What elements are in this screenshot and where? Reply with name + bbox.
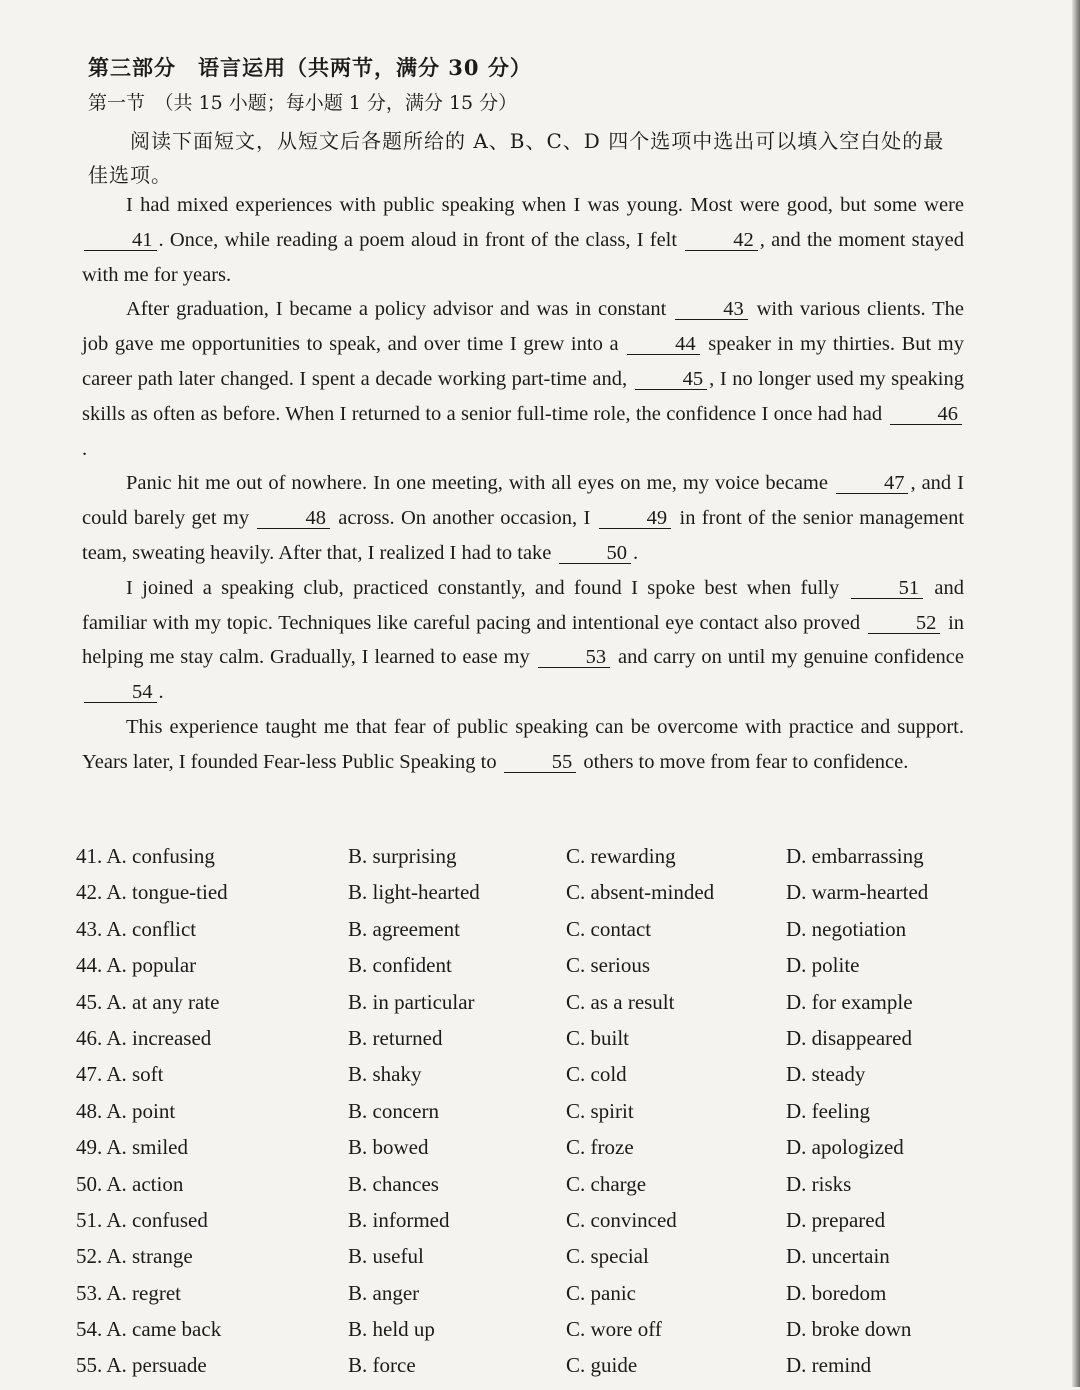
option-a: 50. A. action xyxy=(76,1171,184,1196)
part-title: 第三部分 语言运用（共两节，满分 30 分） xyxy=(88,55,532,80)
option-d: D. apologized xyxy=(786,1135,904,1160)
paragraph-2 xyxy=(82,292,964,466)
option-b: B. force xyxy=(348,1353,416,1378)
blank-44: 44 xyxy=(627,334,700,355)
blank-52: 52 xyxy=(868,613,941,634)
passage-text: and familiar with my topic. Techniques like careful pacing and intentional eye contact also proved xyxy=(82,576,965,634)
section-title: 第一节 （共 15 小题；每小题 1 分，满分 15 分） xyxy=(88,92,518,114)
option-d: D. polite xyxy=(786,953,860,978)
passage-text: , I no longer used my speaking skills as often as before. When I returned to a senior full-time role, the confidence I once had had xyxy=(82,367,964,425)
option-a: 53. A. regret xyxy=(76,1280,181,1305)
blank-53: 53 xyxy=(538,647,611,668)
option-d: D. embarrassing xyxy=(786,844,924,868)
answer-options xyxy=(76,844,976,1390)
blank-48: 48 xyxy=(257,508,330,529)
passage-text: with various clients. The job gave me opportunities to speak, and over time I grew into a xyxy=(82,298,965,356)
passage-text: , and the moment stayed with me for years. xyxy=(82,228,964,286)
option-row-53 xyxy=(76,1281,976,1317)
option-a: 41. A. confusing xyxy=(76,844,215,868)
option-row-41 xyxy=(76,844,976,880)
option-c: C. absent-minded xyxy=(566,880,715,905)
blank-54: 54 xyxy=(84,682,157,703)
paragraph-4 xyxy=(82,571,964,710)
option-d: D. feeling xyxy=(786,1098,870,1123)
option-a: 52. A. strange xyxy=(76,1244,193,1269)
blank-45: 45 xyxy=(635,369,708,390)
option-b: B. light-hearted xyxy=(348,880,480,905)
option-row-52 xyxy=(76,1244,976,1280)
option-b: B. agreement xyxy=(348,916,460,941)
option-row-49 xyxy=(76,1135,976,1171)
option-row-54 xyxy=(76,1317,976,1353)
option-d: D. negotiation xyxy=(786,916,907,941)
option-a: 42. A. tongue-tied xyxy=(76,880,228,905)
option-c: C. rewarding xyxy=(566,844,676,868)
option-a: 43. A. conflict xyxy=(76,916,197,941)
option-row-45 xyxy=(76,990,976,1026)
passage-text: I joined a speaking club, practiced constantly, and found I spoke best when fully xyxy=(126,576,840,599)
option-a: 45. A. at any rate xyxy=(76,989,220,1014)
option-b: B. held up xyxy=(348,1317,435,1342)
option-c: C. as a result xyxy=(566,989,675,1014)
option-d: D. warm-hearted xyxy=(786,880,929,905)
option-d: D. broke down xyxy=(786,1317,912,1342)
option-b: B. in particular xyxy=(348,989,475,1014)
blank-46: 46 xyxy=(890,404,963,425)
option-a: 54. A. came back xyxy=(76,1317,222,1342)
option-d: D. risks xyxy=(786,1171,852,1196)
blank-47: 47 xyxy=(836,473,909,494)
option-a: 47. A. soft xyxy=(76,1062,164,1087)
blank-49: 49 xyxy=(599,508,672,529)
page-edge-shadow xyxy=(1072,0,1080,1387)
option-a: 51. A. confused xyxy=(76,1207,208,1232)
option-c: C. special xyxy=(566,1244,649,1269)
blank-42: 42 xyxy=(685,230,758,251)
option-c: C. serious xyxy=(566,953,650,978)
blank-55: 55 xyxy=(504,752,577,773)
paragraph-3 xyxy=(82,466,964,570)
paragraph-1 xyxy=(82,188,964,292)
instructions: 阅读下面短文，从短文后各题所给的 A、B、C、D 四个选项中选出可以填入空白处的最佳选项。 xyxy=(88,129,945,187)
passage-text: , and I could barely get my xyxy=(82,472,964,530)
passage-text: others to move from fear to confidence. xyxy=(583,750,909,773)
option-c: C. charge xyxy=(566,1171,647,1196)
option-b: B. informed xyxy=(348,1207,450,1232)
option-b: B. surprising xyxy=(348,844,457,868)
option-d: D. steady xyxy=(786,1062,866,1087)
blank-41: 41 xyxy=(84,230,157,251)
paragraph-5 xyxy=(82,710,964,780)
blank-50: 50 xyxy=(559,543,632,564)
option-a: 46. A. increased xyxy=(76,1025,212,1050)
option-row-48 xyxy=(76,1099,976,1135)
cloze-passage xyxy=(82,188,964,780)
passage-text: . xyxy=(633,541,639,564)
blank-43: 43 xyxy=(675,299,748,320)
option-row-51 xyxy=(76,1208,976,1244)
option-d: D. prepared xyxy=(786,1207,886,1232)
option-row-47 xyxy=(76,1062,976,1098)
passage-text: Panic hit me out of nowhere. In one meeting, with all eyes on me, my voice became xyxy=(126,472,828,495)
option-c: C. contact xyxy=(566,916,652,941)
option-c: C. wore off xyxy=(566,1317,662,1342)
passage-text: This experience taught me that fear of public speaking can be overcome with practice and support. Years later, I founded Fear-less Public Speaking to xyxy=(82,715,964,773)
option-c: C. froze xyxy=(566,1135,634,1160)
passage-text: and carry on until my genuine confidence xyxy=(617,646,965,669)
passage-text: in helping me stay calm. Gradually, I learned to ease my xyxy=(82,611,965,669)
option-b: B. confident xyxy=(348,953,452,978)
passage-text: . xyxy=(82,437,88,460)
option-row-42 xyxy=(76,880,976,916)
option-row-55 xyxy=(76,1353,976,1389)
option-b: B. returned xyxy=(348,1025,443,1050)
option-a: 55. A. persuade xyxy=(76,1353,207,1378)
option-c: C. spirit xyxy=(566,1098,634,1123)
passage-text: across. On another occasion, I xyxy=(338,507,591,530)
option-row-43 xyxy=(76,917,976,953)
passage-text: . Once, while reading a poem aloud in front of the class, I felt xyxy=(158,228,678,251)
option-b: B. anger xyxy=(348,1280,420,1305)
option-b: B. bowed xyxy=(348,1135,429,1160)
option-d: D. boredom xyxy=(786,1280,887,1305)
option-b: B. concern xyxy=(348,1098,439,1123)
option-row-46 xyxy=(76,1026,976,1062)
option-b: B. shaky xyxy=(348,1062,422,1087)
passage-text: I had mixed experiences with public speaking when I was young. Most were good, but some were xyxy=(126,194,964,216)
option-c: C. convinced xyxy=(566,1207,677,1232)
option-c: C. guide xyxy=(566,1353,638,1378)
option-d: D. uncertain xyxy=(786,1244,890,1269)
option-b: B. chances xyxy=(348,1171,439,1196)
option-d: D. remind xyxy=(786,1353,872,1378)
passage-text: in front of the senior management team, sweating heavily. After that, I realized I had to take xyxy=(82,507,965,564)
blank-51: 51 xyxy=(851,578,924,599)
option-c: C. cold xyxy=(566,1062,627,1087)
option-a: 49. A. smiled xyxy=(76,1135,189,1160)
option-b: B. useful xyxy=(348,1244,424,1269)
passage-text: speaker in my thirties. But my career path later changed. I spent a decade working part-time and, xyxy=(82,333,965,390)
option-d: D. disappeared xyxy=(786,1025,912,1050)
option-row-44 xyxy=(76,953,976,989)
option-c: C. built xyxy=(566,1025,630,1050)
passage-text: . xyxy=(158,681,164,704)
option-d: D. for example xyxy=(786,989,913,1014)
option-a: 48. A. point xyxy=(76,1098,176,1123)
passage-text: After graduation, I became a policy advisor and was in constant xyxy=(126,298,667,321)
option-c: C. panic xyxy=(566,1280,636,1305)
option-row-50 xyxy=(76,1172,976,1208)
option-a: 44. A. popular xyxy=(76,953,197,978)
